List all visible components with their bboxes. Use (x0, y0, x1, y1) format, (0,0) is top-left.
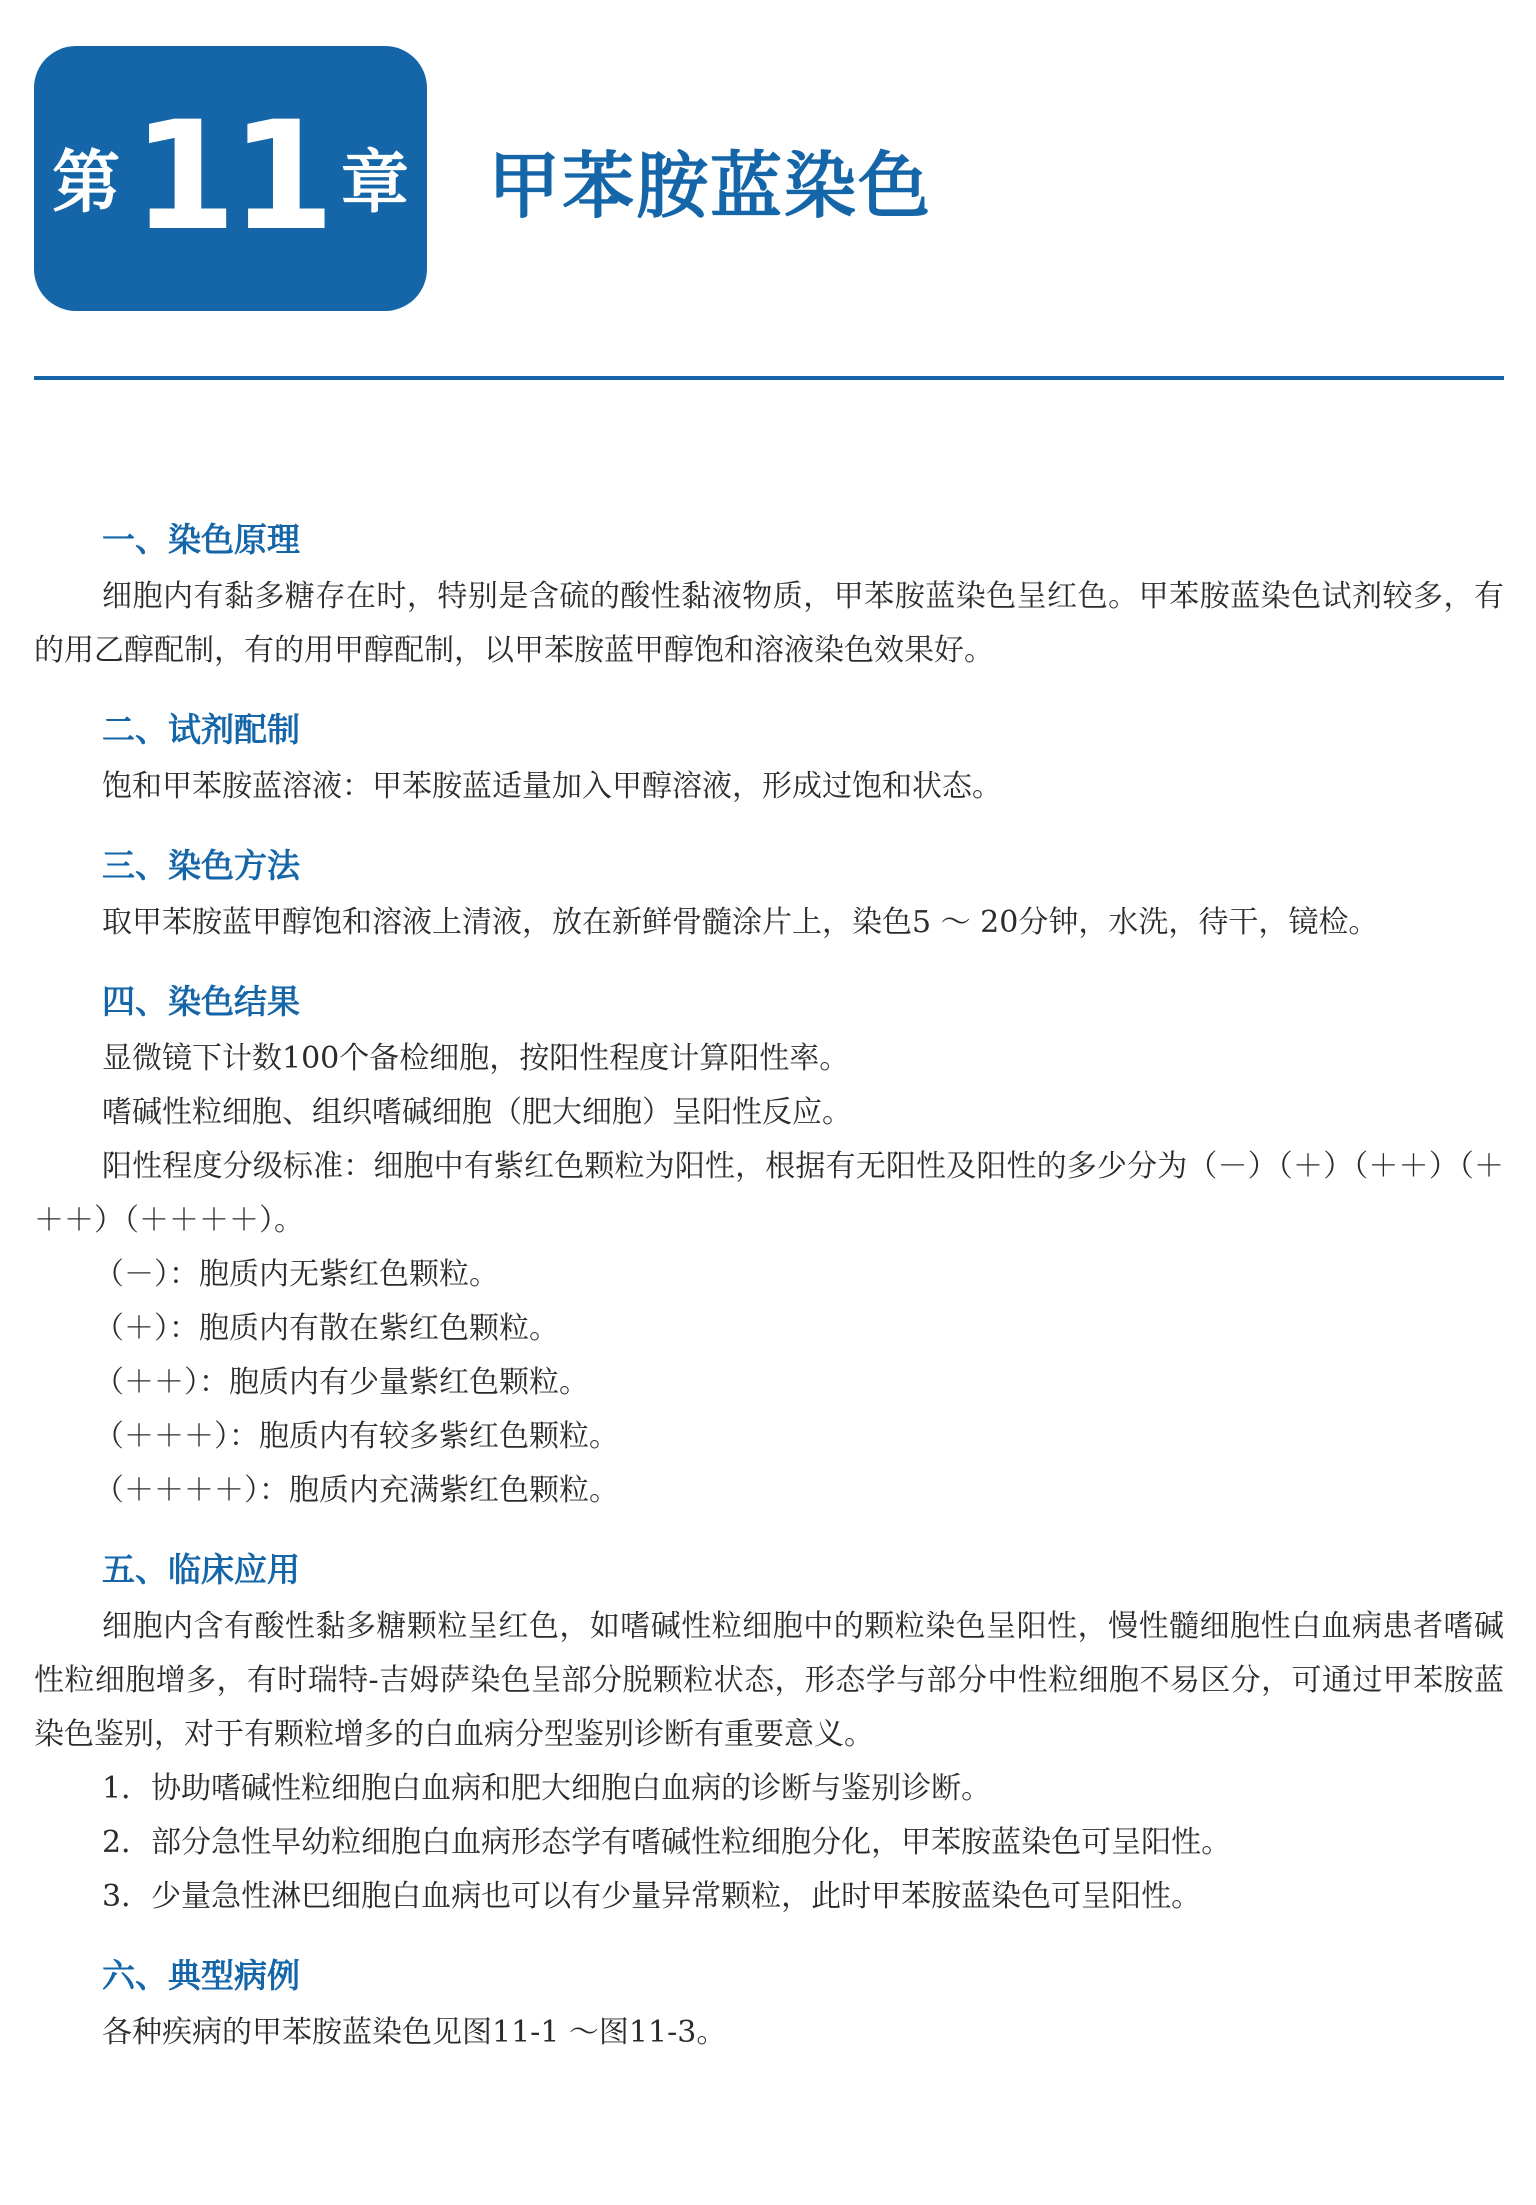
result-line: 嗜碱性粒细胞、组织嗜碱细胞（肥大细胞）呈阳性反应。 (102, 1095, 852, 1130)
section-cases (34, 1946, 1504, 2060)
grade-item: （＋＋＋＋）：胞质内充满紫红色颗粒。 (94, 1473, 619, 1508)
chapter-suffix: 章 (340, 142, 409, 223)
page-content (34, 510, 1504, 2060)
section-method (34, 836, 1504, 950)
grade-item: （＋）：胞质内有散在紫红色颗粒。 (94, 1311, 559, 1346)
section-clinical (34, 1540, 1504, 1924)
section-heading: 二、试剂配制 (102, 710, 300, 749)
section-reagent (34, 700, 1504, 814)
section-heading: 五、临床应用 (102, 1550, 300, 1589)
grade-item: （＋＋＋）：胞质内有较多紫红色颗粒。 (94, 1419, 619, 1454)
grade-item: （＋＋）：胞质内有少量紫红色颗粒。 (94, 1365, 589, 1400)
section-heading: 四、染色结果 (102, 982, 300, 1021)
paragraph: 各种疾病的甲苯胺蓝染色见图11-1 ～图11-3。 (102, 2015, 727, 2050)
chapter-prefix: 第 (52, 142, 121, 223)
list-item: 2．部分急性早幼粒细胞白血病形态学有嗜碱性粒细胞分化，甲苯胺蓝染色可呈阳性。 (102, 1825, 1232, 1860)
title-divider (34, 376, 1504, 380)
grade-item: （－）：胞质内无紫红色颗粒。 (94, 1257, 499, 1292)
grading-standard: 阳性程度分级标准：细胞中有紫红色颗粒为阳性，根据有无阳性及阳性的多少分为（－）（＋）（＋＋）（＋＋＋）（＋＋＋＋）。 (34, 1149, 1504, 1238)
section-heading: 六、典型病例 (102, 1956, 300, 1995)
paragraph: 饱和甲苯胺蓝溶液：甲苯胺蓝适量加入甲醇溶液，形成过饱和状态。 (102, 769, 1002, 804)
list-item: 3．少量急性淋巴细胞白血病也可以有少量异常颗粒，此时甲苯胺蓝染色可呈阳性。 (102, 1879, 1202, 1914)
section-heading: 一、染色原理 (102, 520, 300, 559)
section-heading: 三、染色方法 (102, 846, 300, 885)
chapter-title: 甲苯胺蓝染色 (488, 143, 933, 228)
paragraph: 取甲苯胺蓝甲醇饱和溶液上清液，放在新鲜骨髓涂片上，染色5 ～ 20分钟，水洗，待干，镜检。 (102, 905, 1379, 940)
section-results (34, 972, 1504, 1518)
list-item: 1．协助嗜碱性粒细胞白血病和肥大细胞白血病的诊断与鉴别诊断。 (102, 1771, 992, 1806)
paragraph: 细胞内含有酸性黏多糖颗粒呈红色，如嗜碱性粒细胞中的颗粒染色呈阳性，慢性髓细胞性白血病患者嗜碱性粒细胞增多，有时瑞特-吉姆萨染色呈部分脱颗粒状态，形态学与部分中性粒细胞不易区分，可通过甲苯胺蓝染色鉴别，对于有颗粒增多的白血病分型鉴别诊断有重要意义。 (34, 1609, 1504, 1752)
paragraph: 细胞内有黏多糖存在时，特别是含硫的酸性黏液物质，甲苯胺蓝染色呈红色。甲苯胺蓝染色试剂较多，有的用乙醇配制，有的用甲醇配制，以甲苯胺蓝甲醇饱和溶液染色效果好。 (34, 579, 1504, 668)
chapter-badge (34, 46, 427, 311)
section-principle (34, 510, 1504, 678)
result-line: 显微镜下计数100个备检细胞，按阳性程度计算阳性率。 (102, 1041, 850, 1076)
chapter-number: 11 (132, 89, 329, 264)
